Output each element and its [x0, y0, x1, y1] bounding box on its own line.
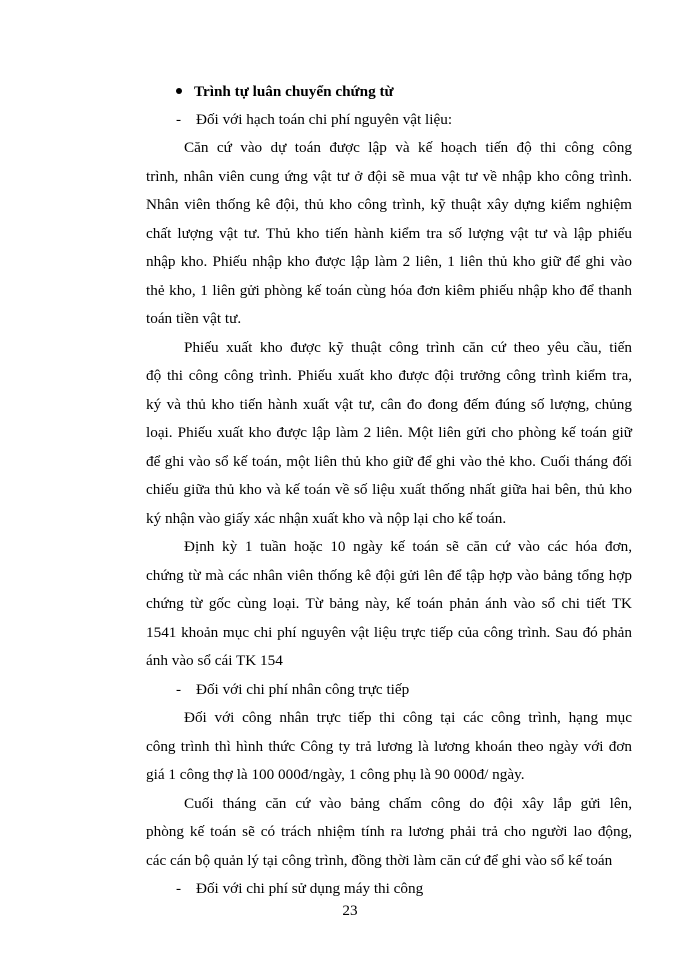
paragraph-line: chiếu giữa thủ kho và kế toán về số liệu xuất thống nhất giữa hai bên, thủ kho — [146, 481, 632, 498]
dash-marker: - — [176, 681, 182, 698]
paragraph-line: ký và thủ kho tiến hành xuất vật tư, cân đo đong đếm đúng số lượng, chủng — [146, 396, 632, 413]
section-heading-text: Trình tự luân chuyển chứng từ — [194, 83, 394, 100]
paragraph-line: Đối với công nhân trực tiếp thi công tại các công trình, hạng mục — [184, 709, 632, 726]
subsection-title: Đối với hạch toán chi phí nguyên vật liệu: — [196, 111, 453, 128]
paragraph-line: ký nhận vào giấy xác nhận xuất kho và nộp lại cho kế toán. — [146, 510, 507, 527]
paragraph-line: các cán bộ quản lý tại công trình, đồng thời làm căn cứ để ghi vào sổ kế toán — [146, 852, 613, 869]
paragraph-line: giá 1 công thợ là 100 000đ/ngày, 1 công phụ là 90 000đ/ ngày. — [146, 766, 525, 783]
paragraph-line: trình, nhân viên cung ứng vật tư ở đội sẽ mua vật tư về nhập kho công trình. — [146, 168, 632, 185]
paragraph-line: toán tiền vật tư. — [146, 310, 242, 327]
section-heading — [176, 82, 394, 102]
dash-marker: - — [176, 880, 182, 897]
paragraph-line: phòng kế toán sẽ có trách nhiệm tính ra lương phải trả cho người lao động, — [146, 823, 632, 840]
paragraph-line: ánh vào sổ cái TK 154 — [146, 652, 283, 669]
paragraph-line: 1541 khoản mục chi phí nguyên vật liệu trực tiếp của công trình. Sau đó phản — [146, 624, 632, 641]
bullet-icon — [176, 88, 182, 94]
paragraph-line: chất lượng vật tư. Thủ kho tiến hành kiểm tra số lượng vật tư và lập phiếu — [146, 225, 632, 242]
page-number: 23 — [342, 902, 358, 919]
paragraph-line: Định kỳ 1 tuần hoặc 10 ngày kế toán sẽ căn cứ vào các hóa đơn, — [184, 538, 632, 555]
subsection-heading-machinery — [176, 879, 423, 899]
paragraph-line: Cuối tháng căn cứ vào bảng chấm công do đội xây lắp gửi lên, — [184, 795, 632, 812]
paragraph-line: công trình thì hình thức Công ty trả lương là lương khoán theo ngày với đơn — [146, 738, 632, 755]
subsection-title: Đối với chi phí nhân công trực tiếp — [196, 681, 410, 698]
paragraph-line: nhập kho. Phiếu nhập kho được lập làm 2 liên, 1 liên thủ kho giữ để ghi vào — [146, 253, 632, 270]
paragraph-line: để ghi vào sổ kế toán, một liên thủ kho giữ để ghi vào thẻ kho. Cuối tháng đối — [146, 453, 632, 470]
subsection-heading-labor — [176, 680, 409, 700]
paragraph-line: độ thi công công trình. Phiếu xuất kho được đội trưởng công trình kiểm tra, — [146, 367, 632, 384]
paragraph-line: Phiếu xuất kho được kỹ thuật công trình căn cứ theo yêu cầu, tiến — [184, 339, 632, 356]
paragraph-line: chứng từ mà các nhân viên thống kê đội gửi lên để tập hợp vào bảng tổng hợp — [146, 567, 632, 584]
subsection-heading-materials — [176, 110, 452, 130]
paragraph-line: Căn cứ vào dự toán được lập và kế hoạch tiến độ thi công công — [184, 139, 632, 156]
paragraph-line: thẻ kho, 1 liên gửi phòng kế toán cùng hóa đơn kiêm phiếu nhập kho để thanh — [146, 282, 632, 299]
paragraph-line: Nhân viên thống kê đội, thủ kho công trình, kỹ thuật xây dựng kiểm nghiệm — [146, 196, 632, 213]
paragraph-line: chứng từ gốc cùng loại. Từ bảng này, kế toán phản ánh vào sổ chi tiết TK — [146, 595, 632, 612]
paragraph-line: loại. Phiếu xuất kho được lập làm 2 liên. Một liên gửi cho phòng kế toán giữ — [146, 424, 632, 441]
dash-marker: - — [176, 111, 182, 128]
subsection-title: Đối với chi phí sử dụng máy thi công — [196, 880, 424, 897]
